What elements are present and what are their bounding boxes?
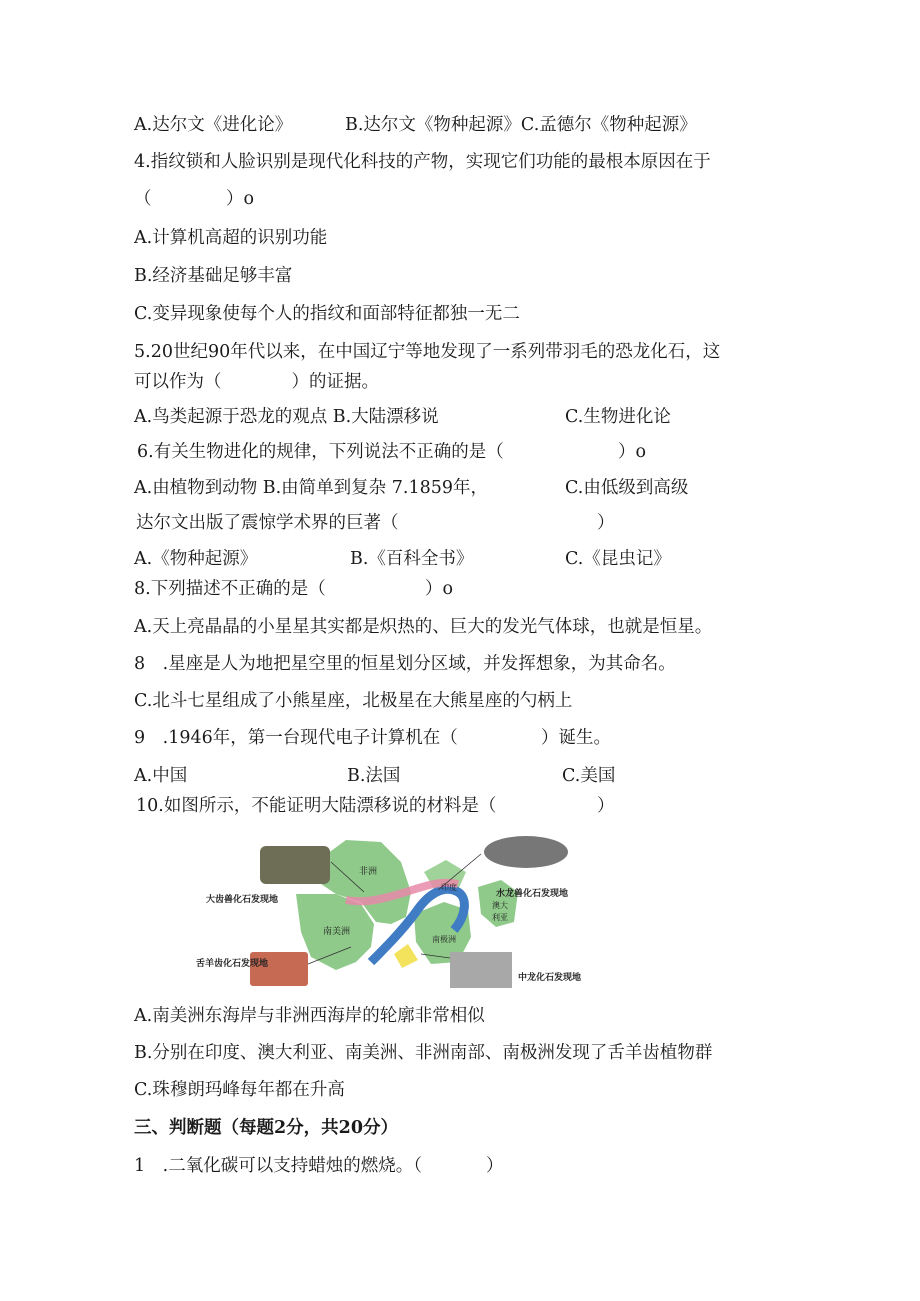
judge-q1-blank-close: ） xyxy=(486,1156,504,1176)
q9-stem-end: ）诞生。 xyxy=(541,728,611,748)
judge-q1: 1 .二氧化碳可以支持蜡烛的燃烧。（ xyxy=(134,1156,422,1176)
q10-stem: 10.如图所示，不能证明大陆漂移说的材料是（ xyxy=(136,796,497,816)
q3-option-bc: B.达尔文《物种起源》C.孟德尔《物种起源》 xyxy=(345,115,697,135)
q10-blank-close: ） xyxy=(597,796,615,816)
q6-stem: 6.有关生物进化的规律，下列说法不正确的是（ xyxy=(137,442,504,462)
q9-stem: 9 .1946年，第一台现代电子计算机在（ xyxy=(134,728,458,748)
q9-option-a: A.中国 xyxy=(134,766,188,786)
q10-option-a: A.南美洲东海岸与非洲西海岸的轮廓非常相似 xyxy=(134,1006,485,1026)
fossil-image-2 xyxy=(484,836,568,868)
label-fossil-1: 大齿兽化石发现地 xyxy=(206,895,279,905)
label-fossil-4: 中龙化石发现地 xyxy=(518,973,582,983)
label-australia-1: 澳大 xyxy=(492,901,508,910)
q4-option-c: C.变异现象使每个人的指纹和面部特征都独一无二 xyxy=(134,304,520,324)
q10-option-c: C.珠穆朗玛峰每年都在升高 xyxy=(134,1080,345,1100)
label-south-america: 南美洲 xyxy=(323,927,351,937)
q8-option-b: 8 .星座是人为地把星空里的恒星划分区域，并发挥想象，为其命名。 xyxy=(134,654,676,674)
q7-blank-close: ） xyxy=(597,513,615,533)
q10-option-b: B.分别在印度、澳大利亚、南美洲、非洲南部、南极洲发现了舌羊齿植物群 xyxy=(134,1043,713,1063)
label-fossil-2: 水龙兽化石发现地 xyxy=(496,889,569,899)
q7-stem: 达尔文出版了震惊学术界的巨著（ xyxy=(136,513,399,533)
q8-option-a: A.天上亮晶晶的小星星其实都是炽热的、巨大的发光气体球，也就是恒星。 xyxy=(134,617,713,637)
q8-option-c: C.北斗七星组成了小熊星座，北极星在大熊星座的勺柄上 xyxy=(134,691,573,711)
label-india: 印度 xyxy=(441,883,457,892)
q6-option-c: C.由低级到高级 xyxy=(565,478,689,498)
q6-option-ab-q7: A.由植物到动物 B.由简单到复杂 7.1859年， xyxy=(134,478,488,498)
q4-option-b: B.经济基础足够丰富 xyxy=(134,266,293,286)
q6-blank-close: ）o xyxy=(618,442,647,462)
q4-blank-close: ）o xyxy=(226,189,255,209)
q4-stem: 4.指纹锁和人脸识别是现代化科技的产物，实现它们功能的最根本原因在于 xyxy=(134,152,711,172)
label-africa: 非洲 xyxy=(359,867,378,877)
q8-blank-close: ）o xyxy=(425,579,454,599)
fossil-image-1 xyxy=(260,846,330,884)
q5-stem-2: 可以作为（ ）的证据。 xyxy=(134,372,379,392)
q5-stem-1: 5.20世纪90年代以来，在中国辽宁等地发现了一系列带羽毛的恐龙化石，这 xyxy=(134,342,721,362)
q5-option-c: C.生物进化论 xyxy=(565,407,671,427)
q9-option-b: B.法国 xyxy=(347,766,401,786)
q7-option-b: B.《百科全书》 xyxy=(350,549,474,569)
q9-option-c: C.美国 xyxy=(562,766,616,786)
fossil-image-3 xyxy=(250,952,308,986)
fossil-band-yellow xyxy=(394,944,418,968)
label-antarctica: 南极洲 xyxy=(432,935,456,944)
section-3-heading: 三、判断题（每题2分，共20分） xyxy=(134,1118,399,1138)
q3-option-a: A.达尔文《进化论》 xyxy=(134,115,293,135)
q8-stem: 8.下列描述不正确的是（ xyxy=(134,579,326,599)
continental-drift-figure xyxy=(196,832,612,992)
q7-option-c: C.《昆虫记》 xyxy=(565,549,671,569)
q5-option-ab: A.鸟类起源于恐龙的观点 B.大陆漂移说 xyxy=(134,407,439,427)
fossil-image-4 xyxy=(450,952,512,988)
label-australia-2: 利亚 xyxy=(492,913,508,922)
label-fossil-3: 舌羊齿化石发现地 xyxy=(196,959,269,969)
q7-option-a: A.《物种起源》 xyxy=(134,549,258,569)
q4-option-a: A.计算机高超的识别功能 xyxy=(134,228,328,248)
q4-blank-open: （ xyxy=(134,189,152,209)
